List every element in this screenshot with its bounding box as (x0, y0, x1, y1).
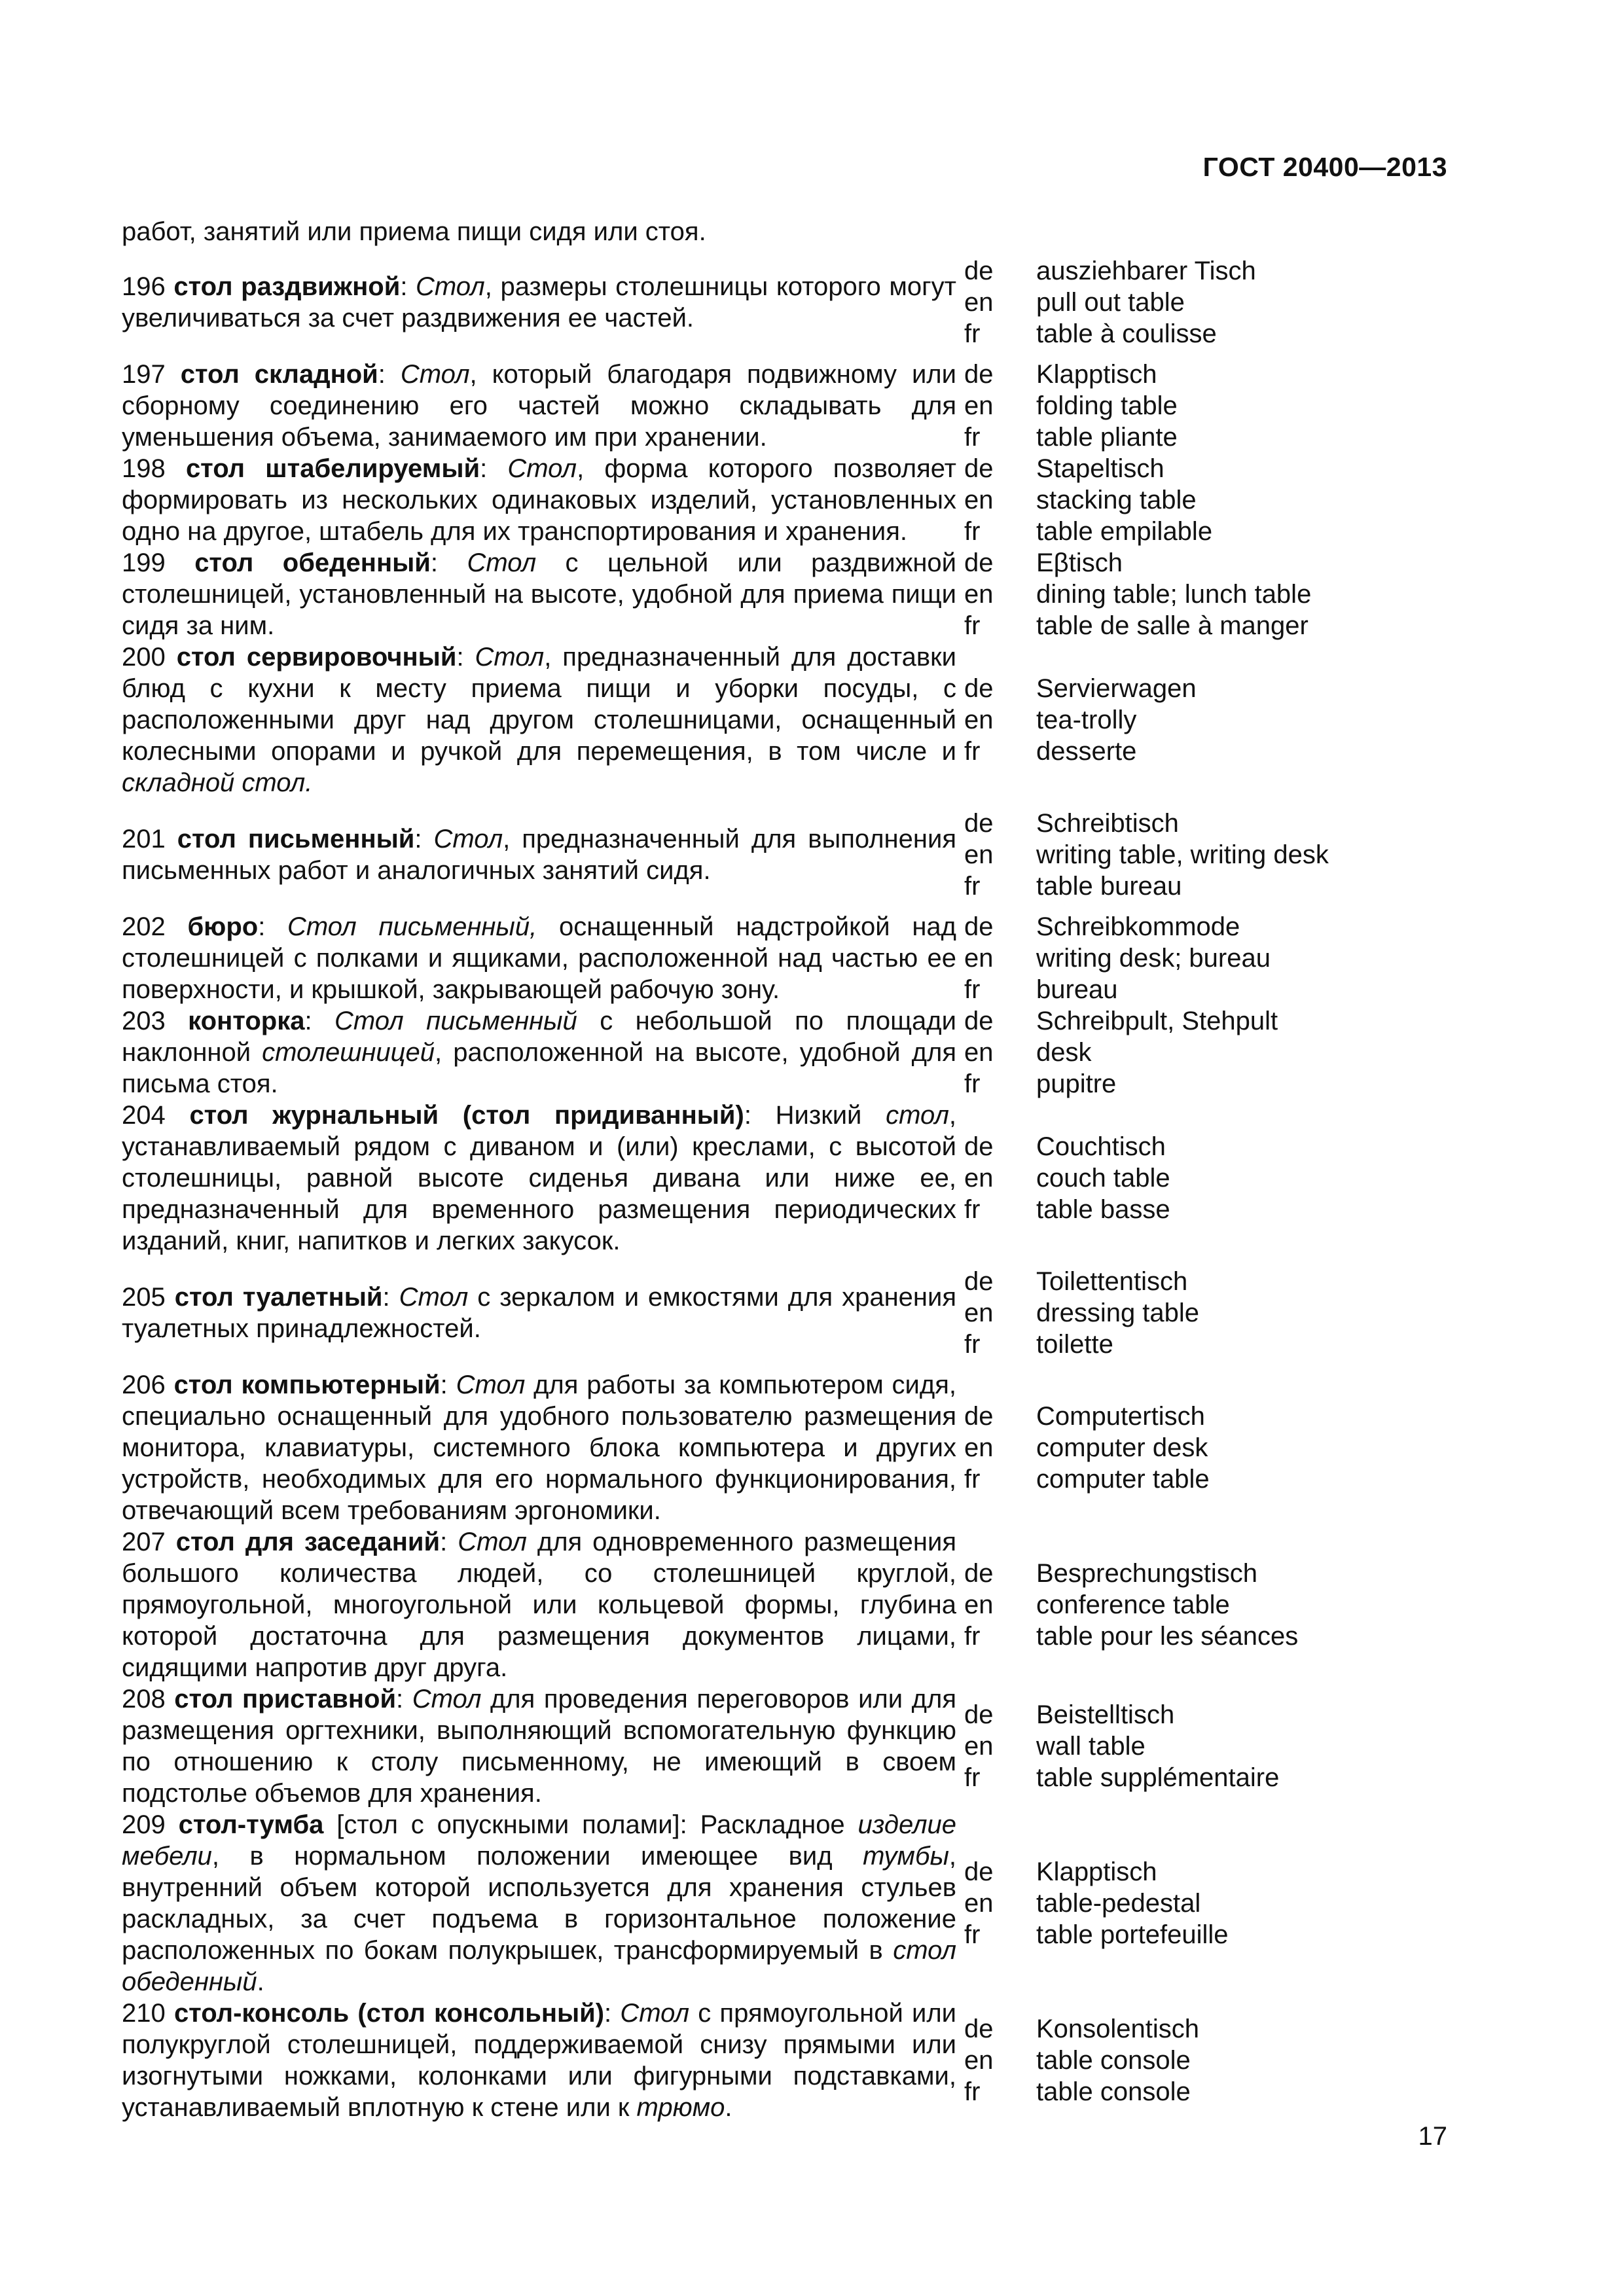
term-separator: : (382, 1283, 399, 1312)
translation-de: Schreibkommode (1036, 912, 1240, 941)
language-codes (964, 1558, 1036, 1652)
term-entries (122, 255, 1470, 2123)
term-definition (122, 1100, 956, 1257)
term-number: 200 (122, 643, 177, 672)
language-code-en: en (964, 1433, 994, 1462)
language-code-de: de (964, 2015, 994, 2043)
term-name: стол сервировочный (176, 643, 457, 672)
language-code-en: en (964, 580, 994, 609)
translation-en: stacking table (1036, 486, 1197, 514)
term-entry (122, 1005, 1470, 1100)
language-code-en: en (964, 1038, 994, 1067)
language-code-fr: fr (964, 1920, 981, 1949)
language-code-fr: fr (964, 2077, 981, 2106)
translation-en: dressing table (1036, 1299, 1200, 1327)
term-name: стол туалетный (174, 1283, 383, 1312)
language-codes (964, 1856, 1036, 1950)
term-entry (122, 1100, 1470, 1257)
term-definition (122, 359, 956, 453)
translation-en: conference table (1036, 1590, 1230, 1619)
term-entry (122, 255, 1470, 350)
translation-en: writing desk; bureau (1036, 944, 1271, 973)
intro-text: работ, занятий или приема пищи сидя или стоя. (122, 217, 706, 246)
translation-de: Klapptisch (1036, 1857, 1157, 1886)
translations (1036, 255, 1256, 350)
translation-en: couch table (1036, 1164, 1170, 1193)
language-code-de: de (964, 1700, 994, 1729)
term-separator: : (430, 548, 467, 577)
term-separator: : (440, 1528, 458, 1556)
term-definition (122, 1005, 956, 1100)
term-definition (122, 547, 956, 641)
term-body: Стол с прямоугольной или полукруглой столешницей, поддерживаемой снизу прямыми или изогнутыми ножками, колонками или фигурными подставками, устанавливаемый вплотную к стене или к трюмо. (122, 1999, 956, 2122)
term-separator: : (744, 1101, 776, 1130)
translation-fr: pupitre (1036, 1069, 1117, 1098)
language-code-fr: fr (964, 517, 981, 546)
language-code-de: de (964, 1559, 994, 1588)
term-separator: : (400, 272, 416, 301)
translations (1036, 547, 1311, 641)
language-code-fr: fr (964, 1195, 981, 1224)
term-body: Стол письменный с небольшой по площади наклонной столешницей, расположенной на высоте, удобной для письма стоя. (122, 1007, 956, 1098)
translation-fr: table pliante (1036, 423, 1178, 452)
term-entry (122, 641, 1470, 798)
language-codes (964, 673, 1036, 767)
term-number: 197 (122, 360, 181, 389)
document-header: ГОСТ 20400—2013 (1202, 152, 1447, 182)
term-number: 199 (122, 548, 195, 577)
translation-en: dining table; lunch table (1036, 580, 1312, 609)
language-code-en: en (964, 706, 994, 734)
term-definition (122, 1369, 956, 1526)
term-entry (122, 911, 1470, 1005)
document-body (122, 216, 1470, 2123)
language-codes (964, 1401, 1036, 1495)
term-definition (122, 453, 956, 547)
page-number: 17 (1418, 2122, 1447, 2151)
term-name: бюро (187, 912, 259, 941)
term-name: стол для заседаний (175, 1528, 441, 1556)
translation-en: writing table, writing desk (1036, 840, 1329, 869)
term-separator: : (396, 1685, 412, 1713)
translation-fr: table portefeuille (1036, 1920, 1229, 1949)
translation-en: desk (1036, 1038, 1092, 1067)
term-entry (122, 1369, 1470, 1526)
translation-de: Besprechungstisch (1036, 1559, 1257, 1588)
language-codes (964, 453, 1036, 547)
term-name: стол приставной (174, 1685, 397, 1713)
translations (1036, 1856, 1229, 1950)
term-name: стол письменный (177, 825, 415, 853)
language-codes (964, 255, 1036, 350)
translation-en: table console (1036, 2046, 1191, 2075)
term-number: 205 (122, 1283, 175, 1312)
translation-de: Couchtisch (1036, 1132, 1166, 1161)
term-body: Стол для проведения переговоров или для размещения оргтехники, выполняющий вспомогательную функцию по отношению к столу письменному, не имеющий в своем подстолье объемов для хранения. (122, 1685, 957, 1808)
term-name: конторка (188, 1007, 305, 1035)
language-code-en: en (964, 944, 994, 973)
language-code-fr: fr (964, 737, 981, 766)
term-entry (122, 1998, 1470, 2123)
translation-de: Klapptisch (1036, 360, 1157, 389)
term-separator: : (480, 454, 508, 483)
translation-de: Konsolentisch (1036, 2015, 1200, 2043)
term-separator: : (414, 825, 434, 853)
term-name: стол обеденный (194, 548, 431, 577)
translation-fr: toilette (1036, 1330, 1113, 1359)
term-body: Стол, предназначенный для выполнения письменных работ и аналогичных занятий сидя. (122, 825, 956, 885)
term-number: 208 (122, 1685, 175, 1713)
term-body: Стол, предназначенный для доставки блюд с кухни к месту приема пищи и уборки посуды, с расположенными друг над другом столешницами, оснащенный колесными опорами и ручкой для перемещения, в том числе и складной стол. (122, 643, 956, 797)
language-code-en: en (964, 486, 994, 514)
language-codes (964, 1699, 1036, 1793)
term-name: стол-тумба (178, 1810, 324, 1839)
language-code-de: de (964, 1857, 994, 1886)
language-code-fr: fr (964, 872, 981, 901)
term-body: Стол, форма которого позволяет формировать из нескольких одинаковых изделий, установленных одно на другое, штабель для их транспортирования и хранения. (122, 454, 956, 546)
translations (1036, 808, 1329, 902)
term-number: 202 (122, 912, 188, 941)
term-body: Стол с зеркалом и емкостями для хранения туалетных принадлежностей. (122, 1283, 957, 1343)
term-body: Стол, который благодаря подвижному или сборному соединению его частей можно складывать для уменьшения объема, занимаемого им при хранении. (122, 360, 956, 452)
language-codes (964, 808, 1036, 902)
translations (1036, 1131, 1170, 1225)
term-body: Стол с цельной или раздвижной столешницей, установленный на высоте, удобной для приема пищи сидя за ним. (122, 548, 957, 640)
language-code-de: de (964, 912, 994, 941)
language-code-de: de (964, 1267, 994, 1296)
language-code-fr: fr (964, 423, 981, 452)
term-definition (122, 823, 956, 886)
term-body: Низкий стол, устанавливаемый рядом с диваном и (или) креслами, с высотой столешницы, равной высоте сиденья дивана или ниже ее, предназначенный для временного размещения периодических изданий, книг, напитков и легких закусок. (122, 1101, 957, 1255)
translations (1036, 1005, 1278, 1100)
language-codes (964, 547, 1036, 641)
language-code-de: de (964, 1007, 994, 1035)
language-code-en: en (964, 840, 994, 869)
term-body: Стол письменный, оснащенный надстройкой над столешницей с полками и ящиками, расположенной над частью ее поверхности, и крышкой, закрывающей рабочую зону. (122, 912, 957, 1004)
language-code-fr: fr (964, 1465, 981, 1494)
term-separator: : (304, 1007, 334, 1035)
term-entry (122, 547, 1470, 641)
translation-de: Servierwagen (1036, 674, 1197, 703)
term-definition (122, 1282, 956, 1344)
language-codes (964, 911, 1036, 1005)
language-code-de: de (964, 454, 994, 483)
language-code-fr: fr (964, 1069, 981, 1098)
translations (1036, 673, 1197, 767)
translation-de: Stapeltisch (1036, 454, 1164, 483)
language-codes (964, 1005, 1036, 1100)
language-code-en: en (964, 2046, 994, 2075)
translation-en: table-pedestal (1036, 1889, 1201, 1918)
language-code-fr: fr (964, 1622, 981, 1651)
term-number: 209 (122, 1810, 179, 1839)
language-code-de: de (964, 674, 994, 703)
language-code-de: de (964, 548, 994, 577)
translation-en: pull out table (1036, 288, 1185, 317)
translation-fr: table bureau (1036, 872, 1182, 901)
translation-fr: table console (1036, 2077, 1191, 2106)
term-number: 206 (122, 1371, 174, 1399)
term-entry (122, 1526, 1470, 1683)
language-code-fr: fr (964, 319, 981, 348)
language-code-de: de (964, 1132, 994, 1161)
term-separator: : (456, 643, 475, 672)
term-separator: : (378, 360, 401, 389)
term-definition (122, 1998, 956, 2123)
translations (1036, 453, 1212, 547)
term-definition (122, 911, 956, 1005)
term-number: 198 (122, 454, 186, 483)
language-codes (964, 359, 1036, 453)
translations (1036, 1699, 1279, 1793)
term-definition (122, 1683, 956, 1809)
term-body: Стол для работы за компьютером сидя, специально оснащенный для удобного пользователю размещения монитора, клавиатуры, системного блока компьютера и других устройств, необходимых для его нормального функционирования, отвечающий всем требованиям эргономики. (122, 1371, 956, 1525)
term-body: Раскладное изделие мебели, в нормальном положении имеющее вид тумбы, внутренний объем которой используется для хранения стульев раскладных, за счет подъема в горизонтальное положение расположенных по бокам полукрышек, трансформируемый в стол обеденный. (122, 1810, 956, 1996)
language-code-de: de (964, 360, 994, 389)
term-number: 203 (122, 1007, 189, 1035)
translation-fr: table de salle à manger (1036, 611, 1308, 640)
language-code-de: de (964, 257, 994, 285)
term-entry (122, 1809, 1470, 1998)
language-codes (964, 2013, 1036, 2108)
translation-de: Schreibtisch (1036, 809, 1179, 838)
language-code-de: de (964, 809, 994, 838)
term-separator: : (258, 912, 288, 941)
translation-fr: desserte (1036, 737, 1137, 766)
language-code-fr: fr (964, 1330, 981, 1359)
language-code-en: en (964, 391, 994, 420)
term-name: стол складной (180, 360, 378, 389)
term-number: 201 (122, 825, 177, 853)
term-number: 210 (122, 1999, 174, 2028)
translation-de: Toilettentisch (1036, 1267, 1188, 1296)
term-definition (122, 641, 956, 798)
language-codes (964, 1266, 1036, 1360)
translation-de: ausziehbarer Tisch (1036, 257, 1256, 285)
translation-de: Beistelltisch (1036, 1700, 1175, 1729)
term-definition (122, 1526, 956, 1683)
term-definition (122, 271, 956, 334)
term-number: 204 (122, 1101, 190, 1130)
term-name: стол компьютерный (173, 1371, 441, 1399)
translation-fr: bureau (1036, 975, 1118, 1004)
language-code-en: en (964, 1732, 994, 1761)
language-code-fr: fr (964, 611, 981, 640)
translation-de: Computertisch (1036, 1402, 1205, 1431)
translations (1036, 1401, 1210, 1495)
translation-fr: table supplémentaire (1036, 1763, 1280, 1792)
translations (1036, 2013, 1199, 2108)
term-entry (122, 453, 1470, 547)
term-separator: : (440, 1371, 456, 1399)
language-code-en: en (964, 1590, 994, 1619)
translation-en: tea-trolly (1036, 706, 1137, 734)
term-body: Стол, размеры столешницы которого могут увеличиваться за счет раздвижения ее частей. (122, 272, 956, 332)
term-definition (122, 1809, 956, 1998)
language-code-de: de (964, 1402, 994, 1431)
translation-en: folding table (1036, 391, 1178, 420)
translation-de: Eβtisch (1036, 548, 1123, 577)
language-code-en: en (964, 288, 994, 317)
translation-fr: table empilable (1036, 517, 1213, 546)
language-code-en: en (964, 1889, 994, 1918)
language-code-en: en (964, 1164, 994, 1193)
term-entry (122, 1266, 1470, 1360)
translations (1036, 359, 1178, 453)
term-entry (122, 359, 1470, 453)
term-number: 196 (122, 272, 174, 301)
term-name: стол штабелируемый (185, 454, 480, 483)
term-body: Стол для одновременного размещения большого количества людей, со столешницей круглой, прямоугольной, многоугольной или кольцевой формы, глубина которой достаточна для размещения документов лицами, сидящими напротив друг друга. (122, 1528, 957, 1682)
translations (1036, 1266, 1199, 1360)
term-entry (122, 1683, 1470, 1809)
translation-fr: table pour les séances (1036, 1622, 1299, 1651)
term-name: стол раздвижной (173, 272, 401, 301)
term-separator: [стол с опускными полами]: (323, 1810, 700, 1839)
translations (1036, 1558, 1298, 1652)
translation-en: wall table (1036, 1732, 1146, 1761)
translation-fr: table à coulisse (1036, 319, 1217, 348)
term-number: 207 (122, 1528, 176, 1556)
translations (1036, 911, 1271, 1005)
term-entry (122, 808, 1470, 902)
language-code-fr: fr (964, 1763, 981, 1792)
language-codes (964, 1131, 1036, 1225)
term-separator: : (604, 1999, 621, 2028)
translation-en: computer desk (1036, 1433, 1208, 1462)
translation-de: Schreibpult, Stehpult (1036, 1007, 1278, 1035)
language-code-en: en (964, 1299, 994, 1327)
translation-fr: computer table (1036, 1465, 1210, 1494)
term-name: стол-консоль (стол консольный) (173, 1999, 605, 2028)
term-name: стол журнальный (стол придиванный) (189, 1101, 744, 1130)
translation-fr: table basse (1036, 1195, 1170, 1224)
language-code-fr: fr (964, 975, 981, 1004)
